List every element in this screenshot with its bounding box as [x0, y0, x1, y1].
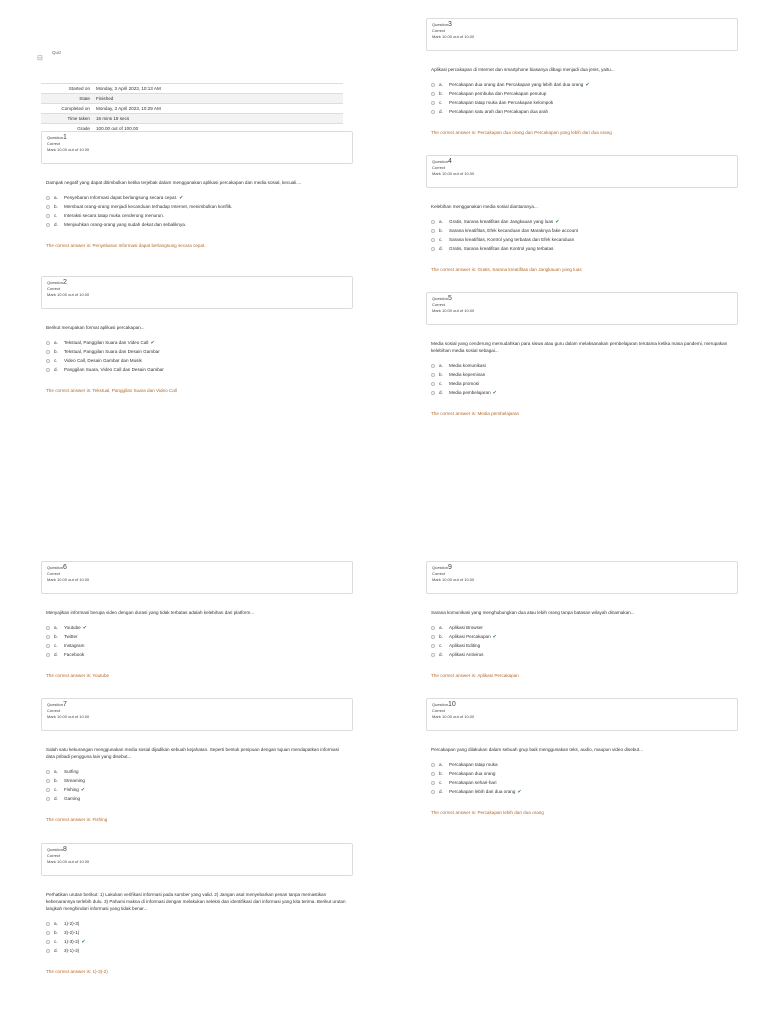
radio-icon — [431, 101, 435, 105]
question-text: Sarana komunikasi yang menghubungkan dua atau lebih orang tanpa batasan wilayah dinamakan... — [431, 610, 635, 615]
option-text: Twitter — [64, 634, 78, 639]
question-number: 5 — [448, 295, 452, 302]
question-status: Correct — [432, 28, 446, 33]
option-letter: d. — [439, 652, 443, 657]
correct-answer-feedback: The correct answer is: Penyebaran Informasi dapat berlangsung secara cepat. — [46, 243, 206, 248]
question-number: 3 — [448, 21, 452, 28]
answer-option — [431, 217, 738, 226]
option-text: Fishing — [64, 787, 79, 792]
option-letter: a. — [439, 363, 443, 368]
answer-option — [431, 361, 738, 370]
question-label: Question — [432, 565, 449, 570]
radio-icon — [431, 382, 435, 386]
question-number: 4 — [448, 158, 452, 165]
option-text: 3)-1)-2) — [64, 948, 80, 953]
answer-option — [431, 107, 738, 116]
option-text: Percakapan tatap muka dan Percakapan kelompok — [449, 100, 554, 105]
radio-icon — [431, 220, 435, 224]
option-letter: b. — [54, 778, 58, 783]
question-mark: Mark 10.00 out of 10.00 — [47, 714, 90, 719]
answer-options — [431, 623, 738, 659]
question-status: Correct — [432, 708, 446, 713]
question-info-box — [426, 698, 738, 731]
answer-option — [431, 641, 738, 650]
option-text: Panggilan Suara, Video Call dan Desain Gambar — [64, 367, 164, 372]
option-text: Percakapan dua orang dan Percakapan yang lebih dari dua orang — [449, 82, 584, 87]
answer-option — [46, 356, 353, 365]
answer-option — [46, 211, 353, 220]
question-text: Kelebihan menggunakan media sosial diantaranya... — [431, 204, 538, 209]
option-letter: a. — [54, 769, 58, 774]
option-letter: a. — [439, 219, 443, 224]
option-text: Tekstual, Panggilan Suara dan Desain Gambar — [64, 349, 160, 354]
question-status: Correct — [47, 571, 61, 576]
radio-icon — [431, 635, 435, 639]
question-info-box — [426, 561, 738, 594]
option-text: Interaksi secara tatap muka cenderung menurun. — [64, 213, 165, 218]
question-status: Correct — [432, 571, 446, 576]
option-text: Aplikasi Browser — [449, 625, 483, 630]
question-label: Question — [432, 22, 449, 27]
option-letter: d. — [54, 796, 58, 801]
answer-options — [431, 760, 738, 796]
answer-option — [431, 787, 738, 796]
question-info-box — [426, 18, 738, 51]
radio-icon — [431, 790, 435, 794]
summary-row: State Finished — [41, 94, 343, 104]
question-status: Correct — [432, 302, 446, 307]
option-text: Percakapan satu arah dan Percakapan dua arah — [449, 109, 549, 114]
radio-icon — [431, 247, 435, 251]
option-letter: c. — [54, 213, 58, 218]
option-letter: c. — [439, 381, 443, 386]
radio-icon — [431, 373, 435, 377]
question-label: Question — [47, 565, 64, 570]
question-info-box — [41, 276, 353, 309]
correct-answer-feedback: The correct answer is: Youtube — [46, 673, 110, 678]
question-10 — [426, 698, 738, 815]
question-status: Correct — [47, 708, 61, 713]
option-text: Media kepeminan — [449, 372, 486, 377]
radio-icon — [431, 391, 435, 395]
radio-icon — [46, 797, 50, 801]
question-mark: Mark 10.00 out of 10.00 — [47, 859, 90, 864]
option-letter: d. — [54, 652, 58, 657]
option-letter: c. — [54, 643, 58, 648]
option-letter: c. — [439, 100, 443, 105]
radio-icon — [46, 949, 50, 953]
option-text: Instagram — [64, 643, 85, 648]
question-text: Berikut merupakan format aplikasi percakapan... — [46, 325, 145, 330]
option-text: Aplikasi Antivirus — [449, 652, 484, 657]
radio-icon — [46, 644, 50, 648]
answer-option — [46, 767, 353, 776]
correct-answer-feedback: The correct answer is: 1)-3)-2) — [46, 969, 108, 974]
question-info-box — [41, 698, 353, 731]
question-number: 6 — [63, 564, 67, 571]
option-text: Percakapan dua orang — [449, 771, 496, 776]
option-text: Percakapan sehari-hari — [449, 780, 497, 785]
option-letter: a. — [439, 762, 443, 767]
option-letter: a. — [54, 340, 58, 345]
question-8 — [41, 843, 353, 974]
correct-answer-feedback: The correct answer is: Fishing — [46, 817, 108, 822]
answer-option — [431, 778, 738, 787]
question-text: Media sosial yang cenderung memudahkan para siswa atau guru dalam melaksanakan pembelajaran terutama ketika masa pandemi, merupakan kelebihan media sosial sebagai... — [431, 341, 728, 353]
correct-answer-feedback: The correct answer is: Media pembelajaran — [431, 411, 520, 416]
radio-icon — [46, 350, 50, 354]
radio-icon — [46, 196, 50, 200]
question-info-box — [426, 292, 738, 325]
radio-icon — [46, 779, 50, 783]
radio-icon — [431, 92, 435, 96]
question-4 — [426, 155, 738, 272]
answer-option — [431, 89, 738, 98]
check-icon: ✔ — [150, 339, 155, 346]
question-number: 9 — [448, 564, 452, 571]
answer-option — [431, 650, 738, 659]
correct-answer-feedback: The correct answer is: Percakapan lebih dari dua orang — [431, 810, 544, 815]
option-text: Percakapan pembuka dan Percakapan penutup — [449, 91, 547, 96]
answer-options — [431, 217, 738, 253]
answer-option — [46, 220, 353, 229]
question-label: Question — [47, 847, 64, 852]
check-icon: ✔ — [517, 788, 522, 795]
question-info-box — [426, 155, 738, 188]
option-text: Membuat orang-orang menjadi kecanduan terhadap Internet, menimbulkan konflik. — [64, 204, 233, 209]
answer-options — [431, 361, 738, 397]
radio-icon — [46, 653, 50, 657]
check-icon: ✔ — [492, 389, 497, 396]
option-text: Facebook — [64, 652, 85, 657]
answer-option — [431, 80, 738, 89]
summary-row: Grade 100.00 out of 100.00 — [41, 124, 343, 134]
question-info-box — [41, 843, 353, 876]
answer-option — [46, 794, 353, 803]
radio-icon — [46, 341, 50, 345]
question-label: Question — [432, 702, 449, 707]
check-icon: ✔ — [81, 938, 86, 945]
question-3 — [426, 18, 738, 135]
option-letter: d. — [439, 246, 443, 251]
collapse-icon[interactable]: ⊟ — [37, 55, 43, 62]
question-status: Correct — [47, 286, 61, 291]
radio-icon — [46, 368, 50, 372]
option-letter: c. — [54, 787, 58, 792]
answer-option — [431, 769, 738, 778]
option-letter: c. — [439, 237, 443, 242]
radio-icon — [431, 110, 435, 114]
question-label: Question — [47, 280, 64, 285]
correct-answer-feedback: The correct answer is: Tekstual, Panggilan Suara dan Video Call — [46, 388, 177, 393]
option-letter: d. — [54, 222, 58, 227]
option-letter: b. — [439, 228, 443, 233]
option-text: 3)-2)-1) — [64, 930, 80, 935]
question-status: Correct — [47, 853, 61, 858]
question-status: Correct — [47, 141, 61, 146]
question-mark: Mark 10.00 out of 10.00 — [432, 714, 475, 719]
radio-icon — [431, 653, 435, 657]
question-text: Salah satu kekurangan menggunakan media sosial dijadikan sebuah kejahatan. Seperti bentuk penipuan dengan tujuan mendapatkan informasi data pribadi pengguna lain yang disebut... — [46, 747, 339, 759]
question-text: Aplikasi percakapan di Internet dan smartphone biasanya dibagi menjadi dua jenis, yaitu... — [431, 67, 615, 72]
answer-option — [431, 98, 738, 107]
option-letter: a. — [54, 625, 58, 630]
option-text: Gaming — [64, 796, 81, 801]
answer-option — [46, 365, 353, 374]
answer-option — [431, 632, 738, 641]
option-text: Percakapan lebih dari dua orang — [449, 789, 516, 794]
answer-option — [46, 193, 353, 202]
correct-answer-feedback: The correct answer is: Gratis, Sarana kreatifitas dan Jangkauan yang luas — [431, 267, 582, 272]
radio-icon — [46, 635, 50, 639]
radio-icon — [431, 238, 435, 242]
radio-icon — [46, 788, 50, 792]
option-letter: d. — [54, 367, 58, 372]
radio-icon — [431, 644, 435, 648]
answer-option — [46, 785, 353, 794]
question-mark: Mark 10.00 out of 10.00 — [47, 147, 90, 152]
answer-option — [431, 760, 738, 769]
option-letter: c. — [439, 643, 443, 648]
option-letter: b. — [439, 771, 443, 776]
question-mark: Mark 10.00 out of 10.00 — [432, 34, 475, 39]
question-2 — [41, 276, 353, 393]
option-text: Surfing — [64, 769, 79, 774]
option-text: Sarana kreatifitas, Efek kecanduan dan Maraknya fake account — [449, 228, 578, 233]
option-letter: d. — [439, 390, 443, 395]
question-mark: Mark 10.00 out of 10.00 — [432, 577, 475, 582]
answer-option — [46, 632, 353, 641]
summary-row: Started on Monday, 3 April 2023, 10:13 AM — [41, 84, 343, 94]
answer-option — [431, 226, 738, 235]
radio-icon — [431, 781, 435, 785]
option-text: Aplikasi Percakapan — [449, 634, 491, 639]
option-text: Media pembelajaran — [449, 390, 491, 395]
question-number: 7 — [63, 701, 67, 708]
option-text: Sarana kreatifitas, Kontrol yang terbatas dan Efek kecanduan — [449, 237, 575, 242]
option-text: Tekstual, Panggilan Suara dan Video Call — [64, 340, 149, 345]
answer-option — [431, 623, 738, 632]
question-label: Question — [47, 135, 64, 140]
radio-icon — [46, 205, 50, 209]
answer-option — [46, 347, 353, 356]
option-text: Media komunikasi — [449, 363, 486, 368]
question-6 — [41, 561, 353, 678]
question-number: 10 — [448, 701, 456, 708]
answer-option — [46, 919, 353, 928]
answer-option — [431, 235, 738, 244]
summary-row: Time taken 16 mins 18 secs — [41, 114, 343, 124]
option-text: Menjauhkan orang-orang yang sudah dekat dan sebaliknya. — [64, 222, 187, 227]
option-text: Streaming — [64, 778, 85, 783]
radio-icon — [431, 83, 435, 87]
radio-icon — [46, 214, 50, 218]
option-text: Video Call, Desain Gambar dan Musik — [64, 358, 142, 363]
radio-icon — [431, 364, 435, 368]
summary-row: Completed on Monday, 3 April 2023, 10:29 AM — [41, 104, 343, 114]
option-letter: b. — [439, 372, 443, 377]
answer-option — [46, 650, 353, 659]
check-icon: ✔ — [492, 633, 497, 640]
option-text: Media promosi — [449, 381, 480, 386]
answer-options — [46, 338, 353, 374]
question-mark: Mark 10.00 out of 10.00 — [47, 292, 90, 297]
option-text: Youtube — [64, 625, 81, 630]
answer-option — [46, 641, 353, 650]
answer-options — [431, 80, 738, 116]
radio-icon — [431, 763, 435, 767]
option-letter: c. — [439, 780, 443, 785]
answer-option — [431, 370, 738, 379]
question-mark: Mark 10.00 out of 10.00 — [432, 308, 475, 313]
option-letter: b. — [54, 349, 58, 354]
question-info-box — [41, 131, 353, 164]
question-text: Dampak negatif yang dapat ditimbulkan ketika terjebak dalam menggunakan aplikasi percakapan dan media sosial, kecuali.... — [46, 180, 302, 185]
question-number: 2 — [63, 279, 67, 286]
option-letter: b. — [54, 204, 58, 209]
correct-answer-feedback: The correct answer is: Percakapan dua orang dan Percakapan yang lebih dari dua orang — [431, 130, 612, 135]
radio-icon — [431, 772, 435, 776]
option-letter: b. — [54, 634, 58, 639]
option-letter: b. — [439, 91, 443, 96]
option-letter: c. — [54, 939, 58, 944]
radio-icon — [46, 940, 50, 944]
answer-options — [46, 767, 353, 803]
question-number: 8 — [63, 846, 67, 853]
page-breadcrumb: Quiz — [52, 50, 62, 55]
option-letter: b. — [439, 634, 443, 639]
check-icon: ✔ — [80, 786, 86, 793]
question-label: Question — [432, 159, 449, 164]
option-text: Penyebaran Informasi dapat berlangsung secara cepat. — [64, 195, 178, 200]
option-letter: a. — [54, 195, 58, 200]
answer-option — [46, 623, 353, 632]
question-label: Question — [47, 702, 64, 707]
answer-option — [46, 946, 353, 955]
question-status: Correct — [432, 165, 446, 170]
option-letter: d. — [439, 109, 443, 114]
question-9 — [426, 561, 738, 678]
radio-icon — [431, 229, 435, 233]
option-text: Gratis, Sarana kreatifitas dan Kontrol yang terbatas — [449, 246, 554, 251]
question-info-box — [41, 561, 353, 594]
correct-answer-feedback: The correct answer is: Aplikasi Percakapan — [431, 673, 519, 678]
answer-options — [46, 919, 353, 955]
option-text: Percakapan tatap muka — [449, 762, 498, 767]
answer-option — [46, 202, 353, 211]
option-letter: a. — [54, 921, 58, 926]
answer-option — [431, 388, 738, 397]
radio-icon — [46, 626, 50, 630]
check-icon: ✔ — [585, 81, 590, 88]
radio-icon — [431, 626, 435, 630]
answer-options — [46, 623, 353, 659]
check-icon: ✔ — [555, 218, 560, 225]
option-text: 1)-2)-3) — [64, 921, 80, 926]
radio-icon — [46, 931, 50, 935]
answer-option — [46, 338, 353, 347]
option-letter: a. — [439, 82, 443, 87]
check-icon: ✔ — [179, 194, 184, 201]
answer-options — [46, 193, 353, 229]
radio-icon — [46, 922, 50, 926]
question-mark: Mark 10.00 out of 10.00 — [432, 171, 475, 176]
answer-option — [431, 379, 738, 388]
question-mark: Mark 10.00 out of 10.00 — [47, 577, 90, 582]
option-text: Aplikasi Editing — [449, 643, 481, 648]
question-1 — [41, 131, 353, 248]
option-letter: d. — [54, 948, 58, 953]
question-5 — [426, 292, 738, 416]
option-letter: b. — [54, 930, 58, 935]
question-text: Perhatikan urutan berikut: 1) Lakukan verifikasi informasi pada sumber yang valid. 2) Jangan asal menyebarkan pesan tanpa memastikan kebenarannya terlebih dulu. 3) Pahami makna di informasi dengan melakukan seleksi dan identifikasi dari informasi yang kita terima. Berikut urutan langkah menghindari informasi yang tidak benar... — [46, 892, 346, 911]
option-letter: a. — [439, 625, 443, 630]
radio-icon — [46, 359, 50, 363]
option-text: 1)-3)-2) — [64, 939, 80, 944]
question-number: 1 — [63, 134, 67, 141]
option-letter: d. — [439, 789, 443, 794]
radio-icon — [46, 770, 50, 774]
option-text: Gratis, Sarana kreatifitas dan Jangkauan yang luas — [449, 219, 554, 224]
question-7 — [41, 698, 353, 822]
attempt-summary-table — [41, 83, 343, 134]
answer-option — [46, 776, 353, 785]
answer-option — [46, 937, 353, 946]
option-letter: c. — [54, 358, 58, 363]
question-text: Menyajikan informasi berupa video dengan durasi yang tidak terbatas adalah kelebihan dari platform... — [46, 610, 255, 615]
check-icon: ✔ — [82, 624, 87, 631]
answer-option — [46, 928, 353, 937]
radio-icon — [46, 223, 50, 227]
question-label: Question — [432, 296, 449, 301]
question-text: Percakapan yang dilakukan dalam sebuah grup baik menggunakan teks, audio, maupun video disebut... — [431, 747, 643, 752]
answer-option — [431, 244, 738, 253]
